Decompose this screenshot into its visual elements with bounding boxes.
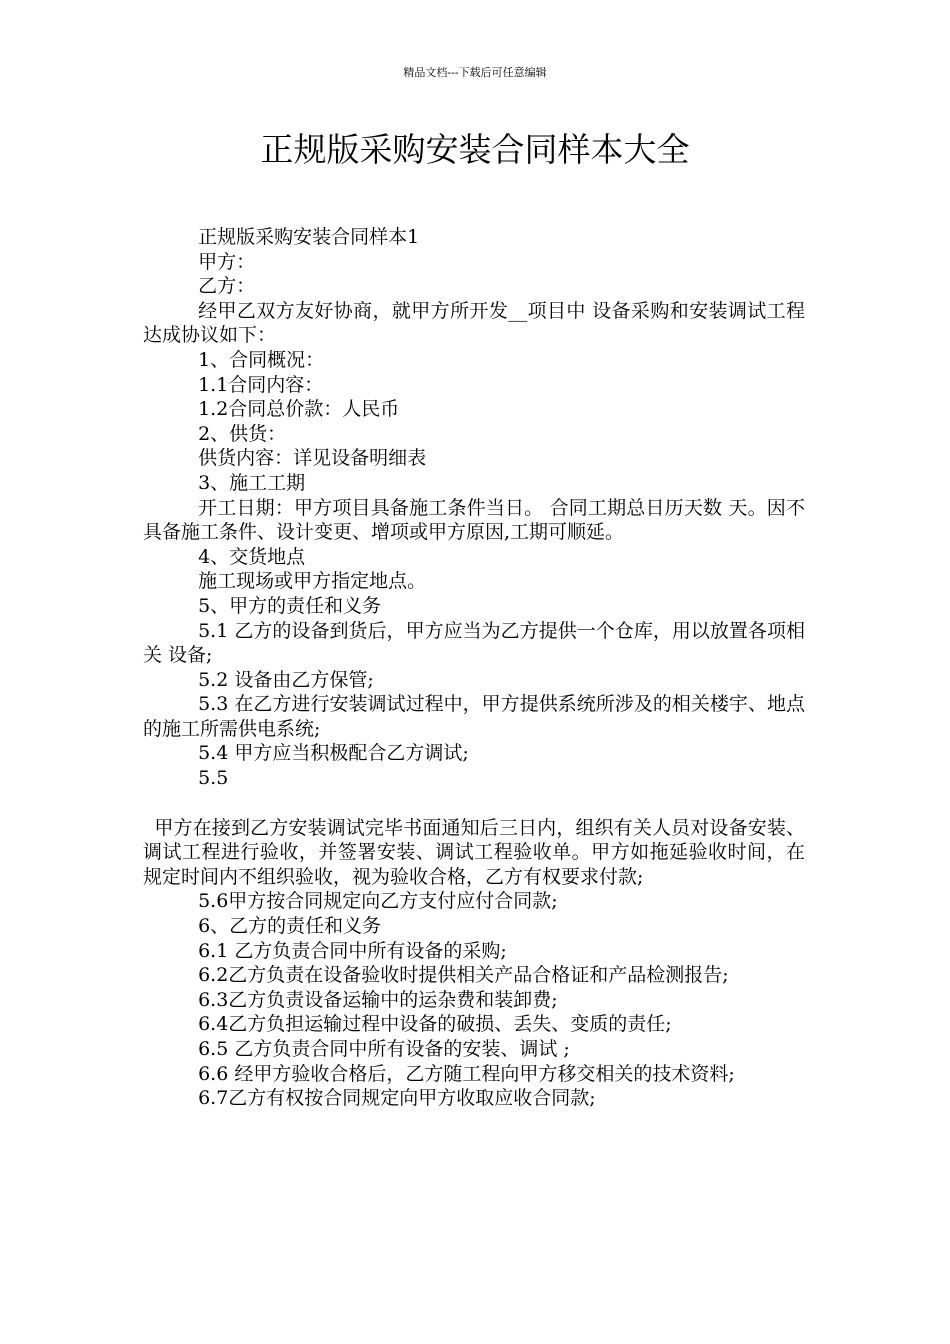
paragraph: 5.1 乙方的设备到货后，甲方应当为乙方提供一个仓库，用以放置各项相关 设备;	[143, 619, 805, 667]
paragraph: 供货内容：详见设备明细表	[198, 447, 427, 470]
paragraph: 6.7乙方有权按合同规定向甲方收取应收合同款;	[198, 1087, 596, 1110]
paragraph: 6.4乙方负担运输过程中设备的破损、丢失、变质的责任;	[198, 1013, 672, 1036]
paragraph: 5、甲方的责任和义务	[198, 594, 382, 617]
paragraph: 5.4 甲方应当积极配合乙方调试;	[198, 742, 469, 765]
paragraph: 1、合同概况：	[198, 348, 325, 371]
paragraph: 施工现场或甲方指定地点。	[198, 570, 427, 593]
paragraph: 5.2 设备由乙方保管;	[198, 668, 374, 691]
paragraph: 4、交货地点	[198, 545, 306, 568]
paragraph: 正规版采购安装合同样本1	[198, 226, 420, 248]
paragraph: 5.3 在乙方进行安装调试过程中，甲方提供系统所涉及的相关楼宇、地点的施工所需供电系统;	[143, 693, 805, 740]
paragraph: 6.5 乙方负责合同中所有设备的安装、调试 ;	[198, 1038, 570, 1060]
paragraph: 6.3乙方负责设备运输中的运杂费和装卸费;	[198, 988, 558, 1011]
paragraph: 3、施工工期	[198, 471, 306, 494]
paragraph: 6.2乙方负责在设备验收时提供相关产品合格证和产品检测报告;	[198, 964, 729, 987]
header-note: 精品文档---下载后可任意编辑	[403, 66, 547, 79]
document-body	[143, 225, 805, 1111]
paragraph: 经甲乙双方友好协商，就甲方所开发__项目中 设备采购和安装调试工程达成协议如下：	[143, 299, 805, 347]
paragraph-gap	[143, 791, 805, 816]
paragraph: 甲方在接到乙方安装调试完毕书面通知后三日内，组织有关人员对设备安装、调试工程进行验收，并签署安装、调试工程验收单。甲方如拖延验收时间，在规定时间内不组织验收，视为验收合格，乙方有权要求付款;	[143, 816, 805, 888]
paragraph: 5.5	[198, 767, 229, 790]
paragraph: 甲方：	[198, 250, 256, 273]
paragraph: 1.1合同内容：	[198, 373, 324, 396]
paragraph: 开工日期：甲方项目具备施工条件当日。 合同工期总日历天数 天。因不具备施工条件、设计变更、增项或甲方原因,工期可顺延。	[143, 496, 805, 544]
paragraph: 5.6甲方按合同规定向乙方支付应付合同款;	[198, 890, 558, 913]
document-title: 正规版采购安装合同样本大全	[260, 130, 690, 169]
paragraph: 6.6 经甲方验收合格后，乙方随工程向甲方移交相关的技术资料;	[198, 1062, 735, 1085]
paragraph: 2、供货：	[198, 422, 287, 445]
paragraph: 1.2合同总价款：人民币	[198, 398, 400, 421]
paragraph: 6.1 乙方负责合同中所有设备的采购;	[198, 939, 507, 962]
paragraph: 6、乙方的责任和义务	[198, 915, 382, 938]
paragraph: 乙方：	[198, 275, 256, 298]
